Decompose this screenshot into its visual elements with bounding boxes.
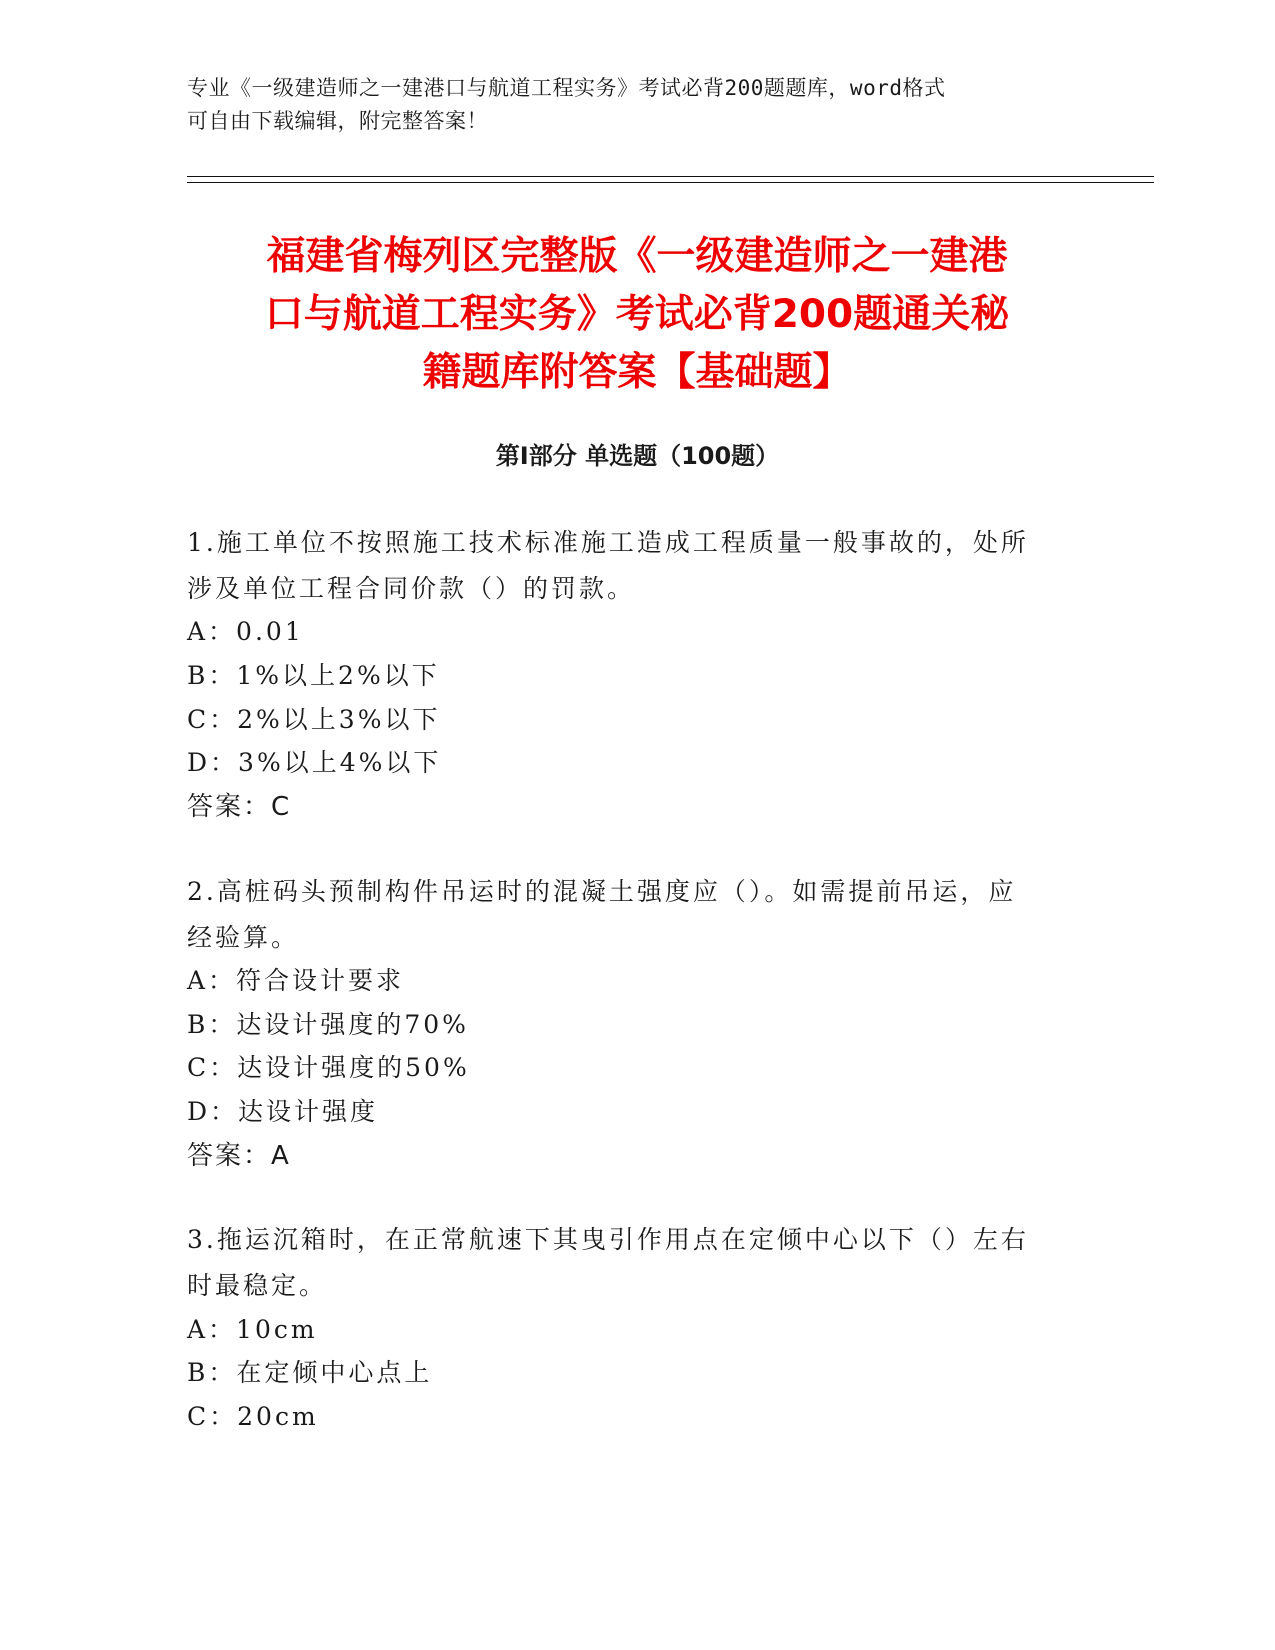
- question-1-option-c: C：2%以上3%以下: [187, 705, 441, 734]
- title-line-2: 口与航道工程实务》考试必背200题通关秘: [264, 292, 1010, 337]
- title-line-1: 福建省梅列区完整版《一级建造师之一建港: [266, 234, 1008, 279]
- question-1-option-d: D：3%以上4%以下: [187, 748, 442, 777]
- question-1-answer: 答案：C: [187, 792, 292, 822]
- question-3-option-c: C：20cm: [187, 1402, 319, 1431]
- title-line-3: 籍题库附答案【基础题】: [422, 350, 852, 395]
- question-stem-line: 1.施工单位不按照施工技术标准施工造成工程质量一般事故的，处所: [187, 528, 1029, 557]
- question-3-stem: [187, 1217, 1067, 1309]
- section-heading: 第Ⅰ部分 单选题（100题）: [495, 442, 780, 470]
- question-2-option-d: D：达设计强度: [187, 1097, 379, 1126]
- question-1-option-b: B：1%以上2%以下: [187, 661, 440, 690]
- question-3-option-b: B：在定倾中心点上: [187, 1358, 433, 1387]
- question-stem-line: 3.拖运沉箱时，在正常航速下其曳引作用点在定倾中心以下（）左右: [187, 1225, 1029, 1254]
- question-stem-line: 经验算。: [187, 923, 300, 952]
- question-stem-line: 涉及单位工程合同价款（）的罚款。: [187, 574, 636, 603]
- document-title: [187, 228, 1087, 402]
- document-header: [187, 72, 1077, 138]
- question-2-answer: 答案：A: [187, 1141, 291, 1171]
- question-2-option-c: C：达设计强度的50%: [187, 1053, 470, 1082]
- question-stem-line: 时最稳定。: [187, 1271, 328, 1300]
- question-2-option-b: B：达设计强度的70%: [187, 1010, 469, 1039]
- header-rule-top: [187, 176, 1154, 177]
- header-rule-bottom: [187, 182, 1154, 183]
- question-stem-line: 2.高桩码头预制构件吊运时的混凝土强度应（）。如需提前吊运，应: [187, 877, 1017, 906]
- question-1-stem: [187, 520, 1067, 612]
- header-line-2: 可自由下载编辑，附完整答案！: [187, 109, 488, 133]
- question-2-stem: [187, 869, 1067, 961]
- question-1-option-a: A：0.01: [187, 617, 304, 646]
- question-2-option-a: A：符合设计要求: [187, 966, 405, 995]
- header-line-1: 专业《一级建造师之一建港口与航道工程实务》考试必背200题题库，word格式: [187, 76, 946, 100]
- question-3-option-a: A：10cm: [187, 1315, 318, 1344]
